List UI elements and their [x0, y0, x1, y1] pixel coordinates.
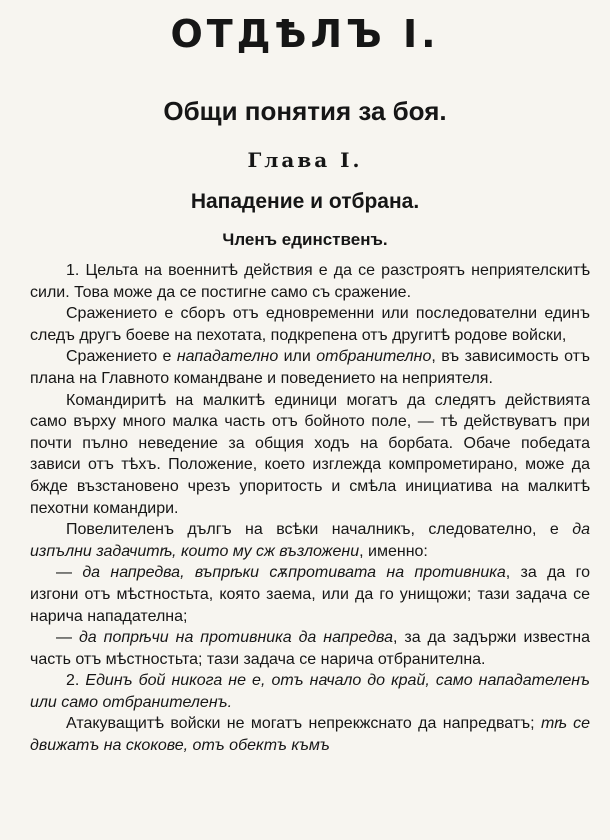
- section-title: ОТДѢЛЪ I.: [170, 12, 440, 56]
- member-heading: Членъ единственъ.: [222, 230, 388, 249]
- paragraph-7: — да попрѣчи на противника да напредва, за да задържи известна часть отъ мѣстностьта; тази задача се нарича отбранителна.: [30, 629, 590, 668]
- part-subtitle: Общи понятия за боя.: [163, 96, 447, 126]
- chapter-heading: Глава I.: [247, 148, 363, 172]
- paragraph-1: 1. Цельта на военнитѣ действия е да се разстроятъ неприятелскитѣ сили. Това може да се постигне само съ сражение.: [30, 262, 590, 301]
- paragraph-2: Сражението е сборъ отъ едновременни или последователни единъ следъ другъ боеве на пехотата, подкрепена отъ другитѣ родове войски,: [30, 305, 590, 344]
- paragraph-8: 2. Единъ бой никога не е, отъ начало до край, само нападателенъ или само отбранителенъ.: [30, 672, 590, 711]
- paragraph-5: Повелителенъ дългъ на всѣки началникъ, следователно, е да изпълни задачитѣ, които му сж възложени, именно:: [30, 521, 590, 560]
- paragraph-6: — да напредва, въпрѣки сѫпротивата на противника, за да го изгони отъ мѣстностьта, която заема, или да го унищожи; тази задача се нарича нападателна;: [30, 564, 590, 625]
- body-text: [30, 260, 590, 757]
- chapter-title: Нападение и отбрана.: [190, 190, 420, 213]
- paragraph-3: Сражението е нападателно или отбранително, въ зависимость отъ плана на Главното командване и поведението на неприятеля.: [30, 348, 591, 387]
- paragraph-4: Командиритѣ на малкитѣ единици могатъ да следятъ действията само върху много малка часть отъ бойното поле, — тѣ действуватъ при почти пълно неведение за общия ходъ на борбата. Обаче победата зависи отъ тѣхъ. Положение, което изглежда компрометирано, може да бжде възстановено чрезъ упоритость и смѣла инициатива на малкитѣ пехотни командири.: [30, 391, 590, 517]
- paragraph-9: Атакуващитѣ войски не могатъ непрекжснато да напредватъ; тѣ се движатъ на скокове, отъ обектъ къмъ: [30, 715, 590, 755]
